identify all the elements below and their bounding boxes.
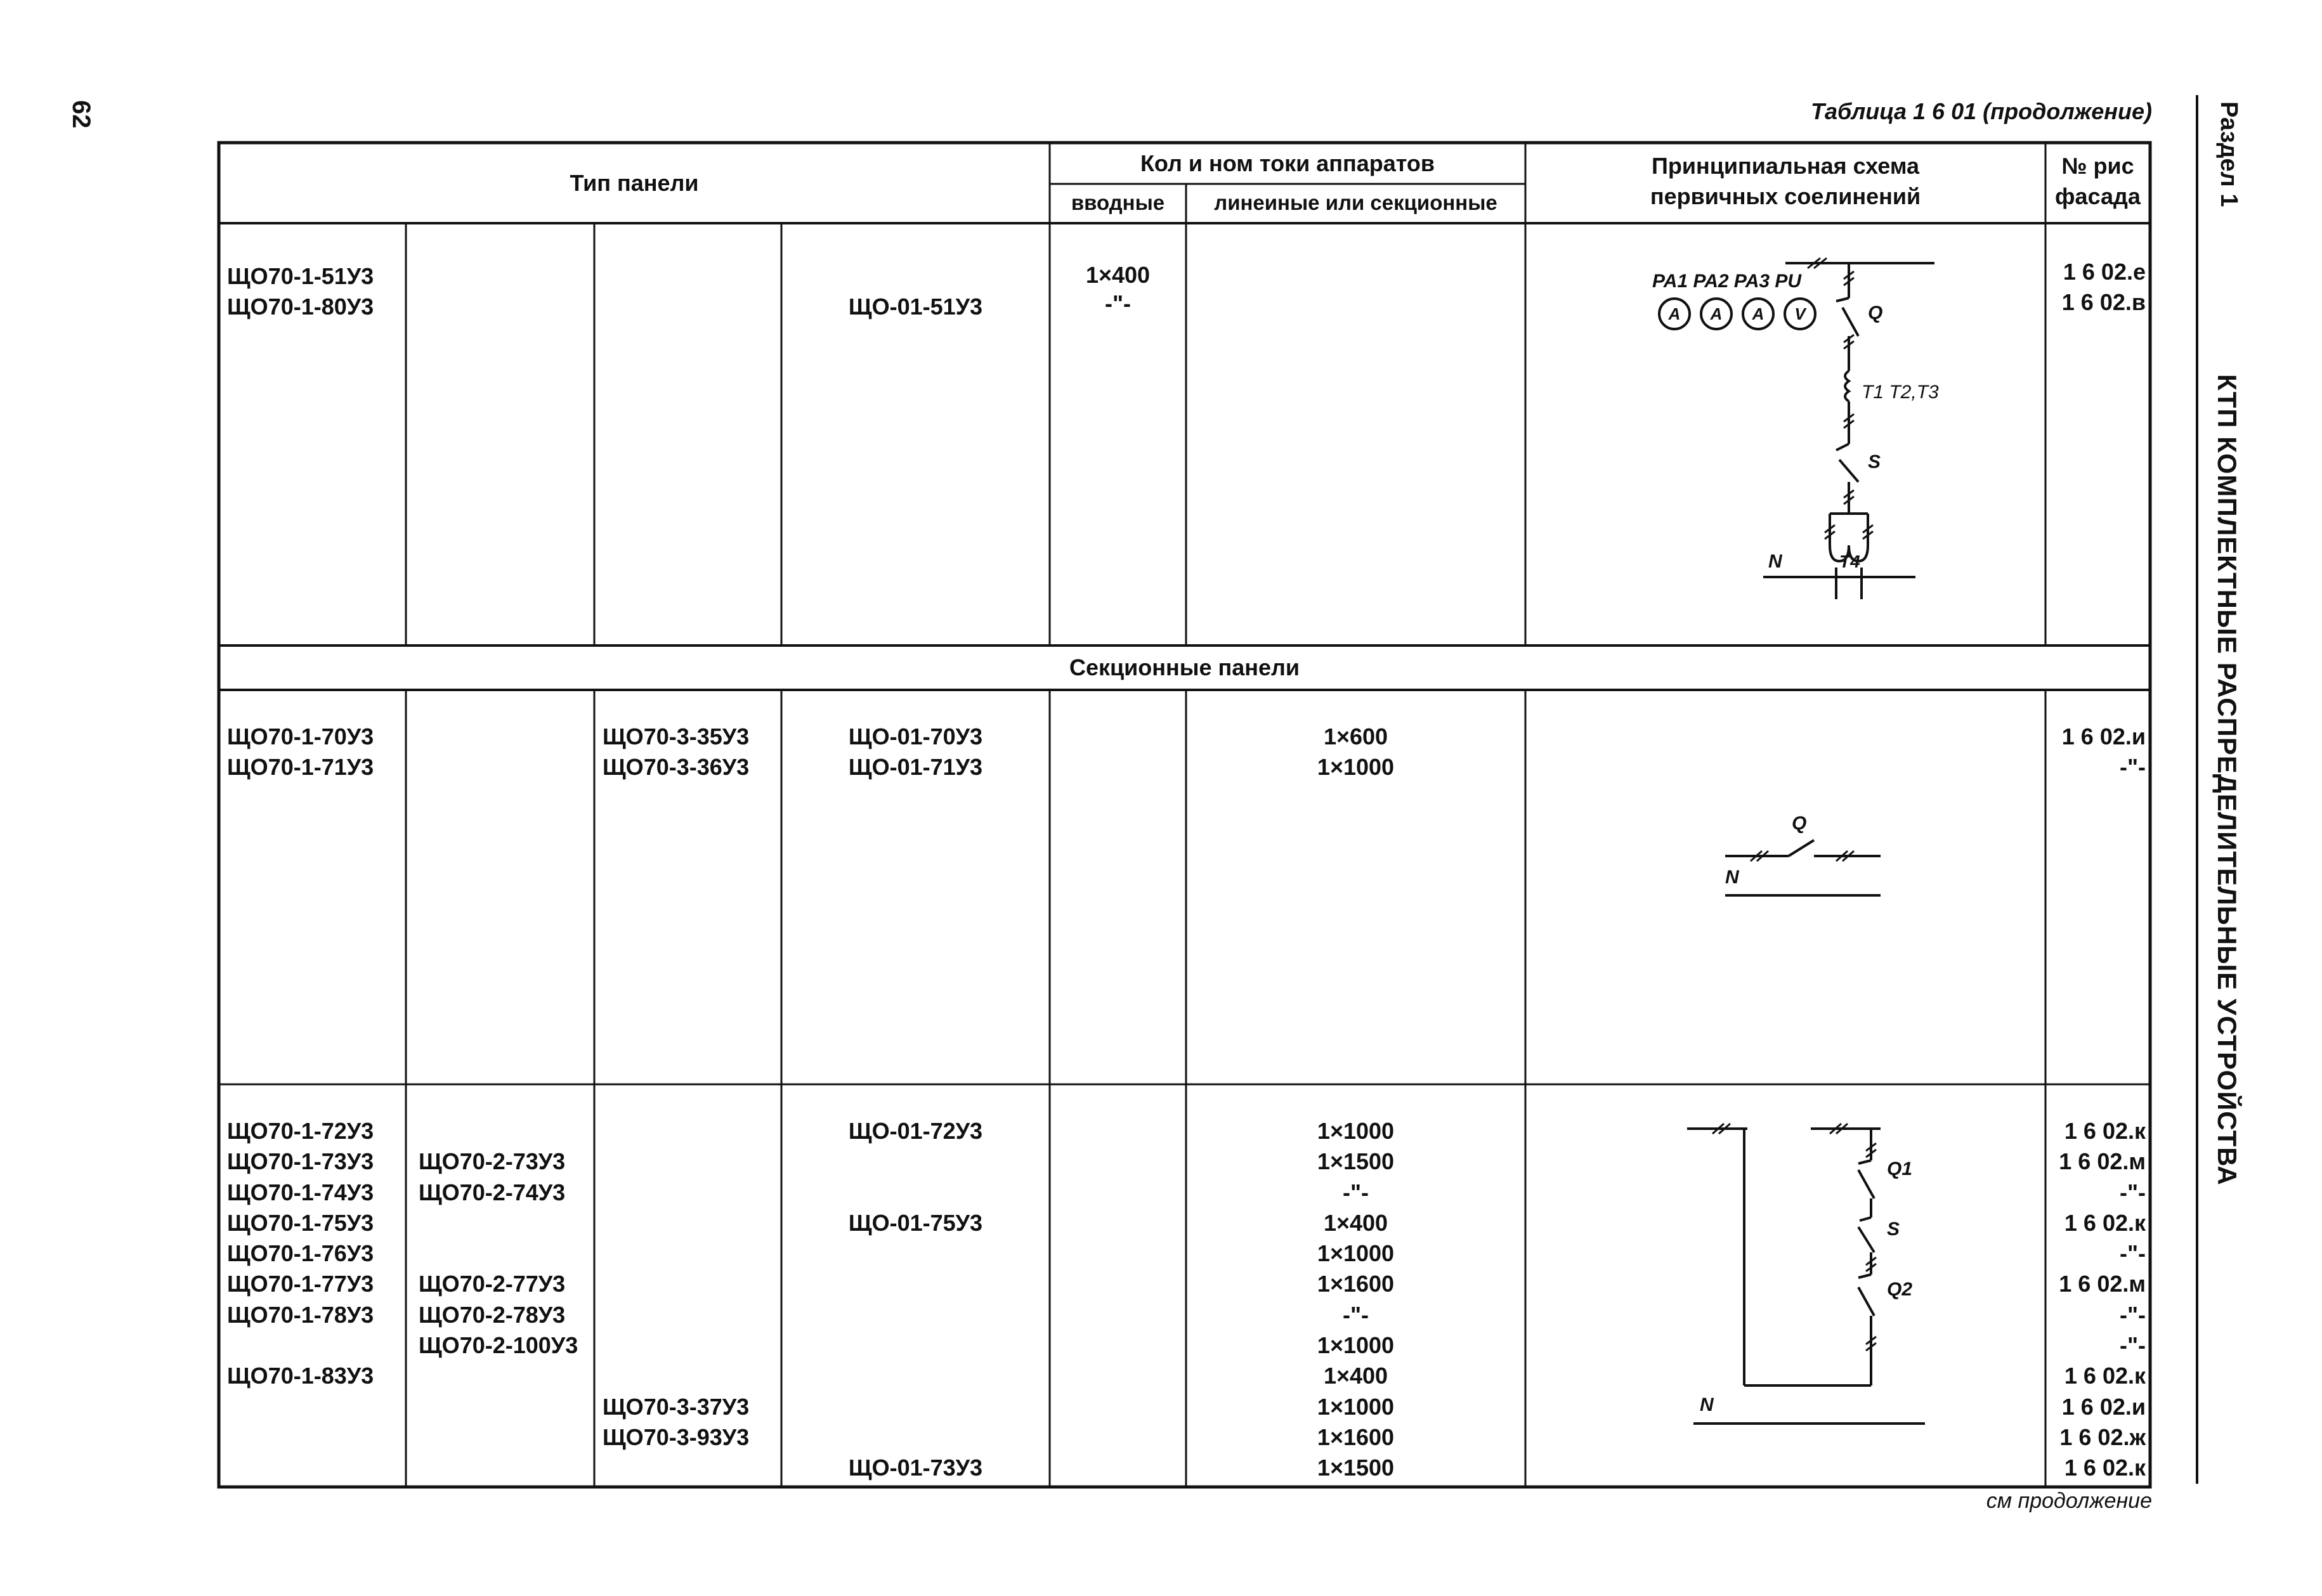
row3-fig: 1 6 02.к	[2064, 1118, 2146, 1144]
row3-col2	[419, 1116, 578, 1361]
row3-fig: 1 6 02.ж	[2059, 1424, 2146, 1450]
row3-col3	[603, 1116, 749, 1453]
row3-col2-item	[419, 1208, 578, 1238]
row3-col1-item: ЩО70-1-73У3	[227, 1148, 374, 1175]
row3-col2-item	[419, 1238, 578, 1269]
row3-fig: 1 6 02.м	[2059, 1271, 2146, 1297]
diagram1-meter-labels: PA1 PA2 PA3 PU	[1652, 271, 1802, 292]
row3-line-current: 1×1000	[1317, 1118, 1395, 1144]
row3-col2-item	[419, 1116, 578, 1146]
row3-col4	[781, 1116, 1050, 1484]
row3-line-current: -"-	[1342, 1179, 1369, 1205]
row3-col1-item: ЩО70-1-72У3	[227, 1118, 374, 1144]
header-panel-type: Тип панели	[570, 170, 699, 196]
row3-col2-item: ЩО70-2-100У3	[419, 1332, 578, 1359]
row3-fig: -"-	[2119, 1301, 2146, 1328]
header-fig-line2: фасада	[2055, 183, 2141, 209]
row1-fig: 1 6 02.е	[2063, 259, 2146, 285]
row3-line-current: 1×1000	[1317, 1240, 1395, 1267]
header-scheme-line2: первичных соелинений	[1650, 183, 1921, 209]
row3-fig: -"-	[2119, 1179, 2146, 1205]
row3-figs	[2045, 1116, 2146, 1484]
row3-fig: 1 6 02.к	[2064, 1363, 2146, 1389]
row3-fig: 1 6 02.м	[2059, 1148, 2146, 1175]
row3-col2-item: ЩО70-2-78У3	[419, 1301, 566, 1328]
row3-line-current: 1×1500	[1317, 1455, 1395, 1481]
ammeter-symbol: A	[1668, 304, 1681, 323]
row3-col4-item: ЩО-01-73У3	[848, 1455, 983, 1481]
row2-col1-item: ЩО70-1-71У3	[227, 754, 374, 780]
row3-line-current: 1×1000	[1317, 1393, 1395, 1420]
diagram1-label-q: Q	[1868, 302, 1883, 323]
ammeter-symbol: A	[1710, 304, 1723, 323]
ammeter-symbol: A	[1752, 304, 1764, 323]
row3-col1-item: ЩО70-1-75У3	[227, 1209, 374, 1236]
row3-fig: 1 6 02.к	[2064, 1209, 2146, 1236]
row3-col2-item: ЩО70-2-74У3	[419, 1179, 566, 1205]
scheme-section-switch	[1725, 840, 1881, 895]
row1-col1-item: ЩО70-1-51У3	[227, 263, 374, 289]
row1-input: -"-	[1104, 290, 1132, 316]
row2-col3-item: ЩО70-3-36У3	[603, 754, 750, 780]
row1-fig: 1 6 02.в	[2061, 289, 2146, 315]
diagram1-label-t: T1 T2,T3	[1862, 382, 1939, 403]
header-line: линеиные или секционные	[1214, 191, 1497, 214]
row3-line-current: 1×1000	[1317, 1332, 1395, 1359]
row3-col1	[227, 1116, 374, 1392]
row3-col1-item: ЩО70-1-74У3	[227, 1179, 374, 1205]
diagram1-label-n: N	[1768, 551, 1782, 572]
row2-col4-item: ЩО-01-70У3	[848, 723, 983, 749]
row2-fig: -"-	[2119, 754, 2146, 780]
table-caption: Таблица 1 6 01 (продолжение)	[1811, 98, 2152, 124]
row3-line-current: 1×1600	[1317, 1271, 1395, 1297]
row3-col1-item: ЩО70-1-77У3	[227, 1271, 374, 1297]
section-label: Раздел 1	[2215, 101, 2242, 207]
row1-col4: ЩО-01-51У3	[848, 294, 983, 320]
diagram3-label-n: N	[1700, 1394, 1714, 1415]
row3-fig: -"-	[2119, 1240, 2146, 1267]
row3-col2-item: ЩО70-2-73У3	[419, 1148, 566, 1175]
row3-col3-item: ЩО70-3-93У3	[603, 1424, 750, 1450]
row3-col1-item: ЩО70-1-83У3	[227, 1363, 374, 1389]
row3-fig: 1 6 02.и	[2061, 1393, 2146, 1420]
diagram3-label-q1: Q1	[1887, 1158, 1913, 1179]
row3-line-current: -"-	[1342, 1301, 1369, 1328]
diagram2-label-n: N	[1725, 867, 1739, 888]
row3-fig: -"-	[2119, 1332, 2146, 1359]
row2-line-current: 1×1000	[1317, 754, 1395, 780]
row3-col3-item: ЩО70-3-37У3	[603, 1393, 750, 1420]
row1-col1-item: ЩО70-1-80У3	[227, 294, 374, 320]
row3-col4-item: ЩО-01-75У3	[848, 1209, 983, 1236]
section-title: КТП КОМПЛЕКТНЫЕ РАСПРЕДЕЛИТЕЛЬНЫЕ УСТРОЙСТВА	[2212, 374, 2242, 1186]
row3-line-current: 1×400	[1323, 1209, 1388, 1236]
row3-line-current: 1×1500	[1317, 1148, 1395, 1175]
header-fig-line1: № рис	[2061, 153, 2134, 179]
row2-col1-item: ЩО70-1-70У3	[227, 723, 374, 749]
row3-line-currents	[1186, 1116, 1525, 1484]
row3-line-current: 1×1600	[1317, 1424, 1395, 1450]
diagram1-label-t4: T4	[1839, 552, 1860, 571]
diagram1-label-s: S	[1868, 451, 1881, 472]
row3-col1-item	[227, 1330, 374, 1361]
row3-line-current: 1×400	[1323, 1363, 1388, 1389]
voltmeter-symbol: V	[1794, 304, 1806, 323]
row3-col2-item: ЩО70-2-77У3	[419, 1271, 566, 1297]
row2-col3-item: ЩО70-3-35У3	[603, 723, 750, 749]
page-number: 62	[67, 100, 95, 129]
diagram3-label-q2: Q2	[1887, 1279, 1913, 1300]
row3-col4-item: ЩО-01-72У3	[848, 1118, 983, 1144]
header-input: вводные	[1071, 191, 1165, 214]
header-scheme-line1: Принципиальная схема	[1651, 153, 1920, 179]
diagram3-label-s: S	[1887, 1219, 1900, 1240]
row3-col1-item: ЩО70-1-78У3	[227, 1301, 374, 1328]
header-currents-group: Кол и ном токи аппаратов	[1140, 150, 1435, 176]
continuation-note: см продолжение	[1986, 1489, 2152, 1513]
row1-input: 1×400	[1085, 262, 1151, 288]
row3-fig: 1 6 02.к	[2064, 1455, 2146, 1481]
row2-col4-item: ЩО-01-71У3	[848, 754, 983, 780]
diagram2-label-q: Q	[1792, 813, 1807, 834]
row2-fig: 1 6 02.и	[2061, 723, 2146, 749]
section-header-sectional-panels: Секционные панели	[1069, 654, 1300, 680]
row3-col1-item: ЩО70-1-76У3	[227, 1240, 374, 1267]
row2-line-current: 1×600	[1323, 723, 1388, 749]
